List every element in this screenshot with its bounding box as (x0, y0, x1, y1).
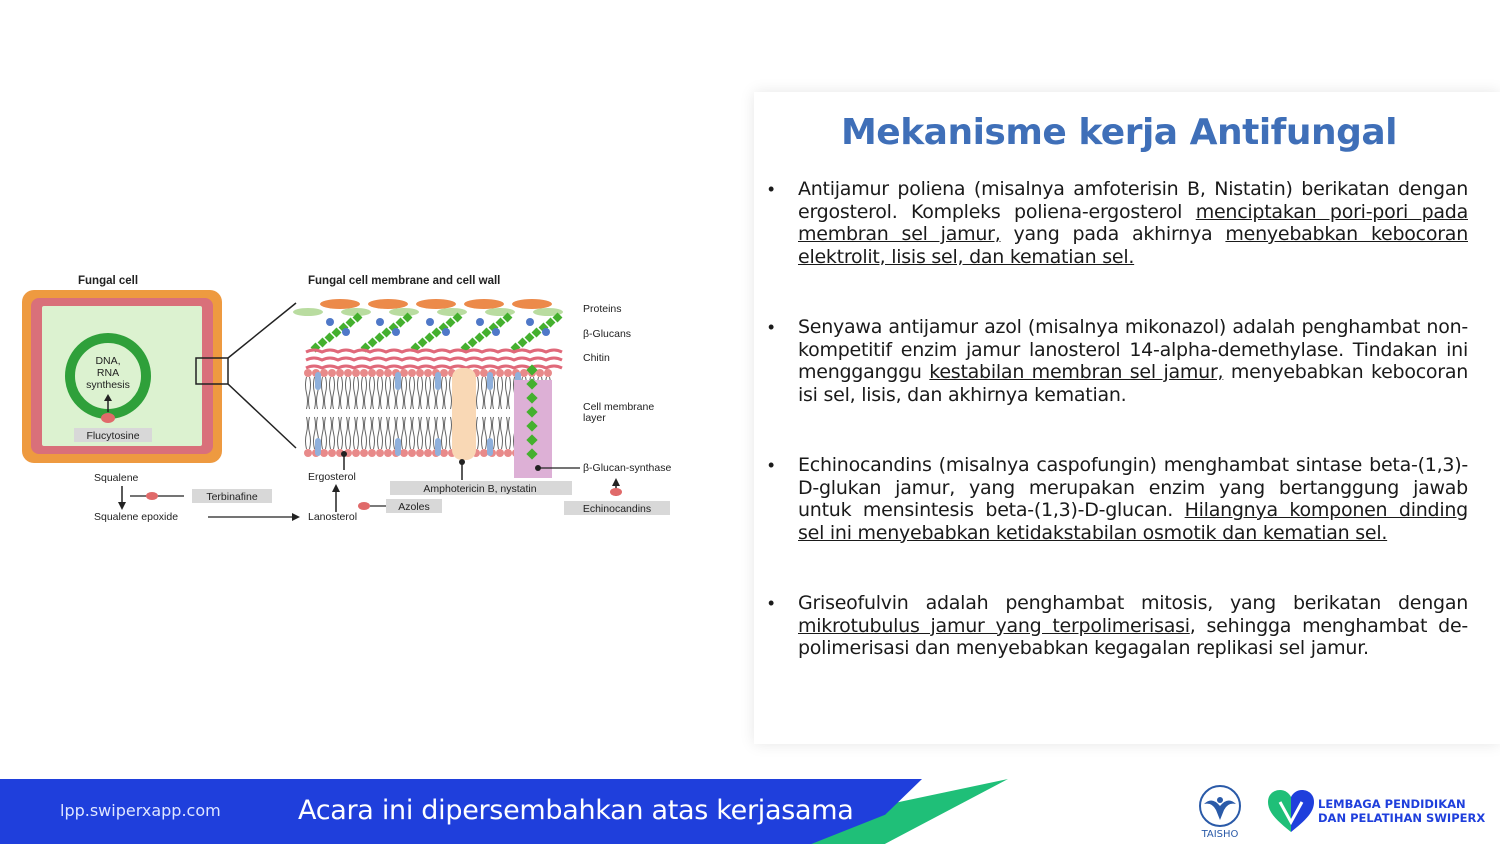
lipid-tail (389, 377, 391, 409)
lipid-tail (445, 417, 447, 449)
lipid-head (304, 449, 312, 457)
lipid-head (384, 369, 392, 377)
lipid-head (496, 449, 504, 457)
lipid-tail (349, 417, 351, 449)
glucan-bead (375, 333, 385, 343)
lipid-tail (381, 377, 383, 409)
lipid-tail (442, 417, 444, 449)
lipid-tail (362, 377, 364, 409)
blue-bead (476, 318, 484, 326)
bullet-text: Echinocandins (misalnya caspofungin) menghambat sintase beta-(1,3)-D-glukan jamur, yang merupakan enzim yang bertanggung jawab untuk mensintesis beta-(1,3)-D-glucan. Hilangnya komponen dinding sel ini menyebabkan ketidakstabilan osmotik dan kematian sel. (798, 454, 1468, 544)
blue-bead (376, 318, 384, 326)
glucan-bead (325, 333, 335, 343)
ergosterol-mark (435, 438, 441, 456)
echinocandins-label: Echinocandins (582, 503, 652, 515)
lipid-head (368, 369, 376, 377)
bullet-text: Senyawa antijamur azol (misalnya mikonazol) adalah penghambat non-kompetitif enzim jamur lanosterol 14-alpha-demethylase. Tindakan ini mengganggu kestabilan membran sel jamur, menyebabkan kebocoran isi sel, lisis, dan akhirnya kematian. (798, 316, 1469, 406)
terbinafine-label: Terbinafine (206, 491, 258, 503)
footer-url-link[interactable]: lpp.swiperxapp.com (60, 801, 221, 820)
lipid-tail (429, 377, 431, 409)
lipid-tail (338, 377, 340, 409)
lipid-tail (485, 417, 487, 449)
bullet-text: Griseofulvin adalah penghambat mitosis, yang berikatan dengan mikrotubulus jamur yang terpolimerisasi, sehingga menghambat de-polimerisasi dan menyebabkan kegagalan replikasi sel jamur. (798, 592, 1468, 659)
lipid-tail (349, 377, 351, 409)
lipid-head (424, 449, 432, 457)
lipid-head (376, 369, 384, 377)
glucan-bead (482, 328, 492, 338)
blue-bead (392, 328, 400, 336)
ergosterol-mark (315, 438, 321, 456)
nucleus-label-1: DNA, (95, 355, 121, 367)
amphotericin-pore (452, 368, 476, 460)
lipid-tail (381, 417, 383, 449)
lipid-head (352, 369, 360, 377)
lipid-tail (410, 417, 412, 449)
lipid-tail (330, 377, 332, 409)
lipid-tail (386, 377, 388, 409)
blue-bead (326, 318, 334, 326)
lipid-head (480, 449, 488, 457)
lipid-head (376, 449, 384, 457)
bullet-marker: • (768, 455, 775, 475)
lipid-head (440, 449, 448, 457)
glucan-bead (468, 338, 478, 348)
lipid-tail (418, 377, 420, 409)
protein-mark (512, 299, 552, 309)
lipid-head (544, 369, 552, 377)
lipid-tail (354, 377, 356, 409)
chitin-strand (306, 350, 562, 352)
glucan-bead (368, 338, 378, 348)
lipid-head (328, 369, 336, 377)
lipid-head (368, 449, 376, 457)
lipid-tail (362, 417, 364, 449)
lipid-tail (306, 377, 308, 409)
ergosterol-mark (395, 372, 401, 390)
lipid-tail (325, 377, 327, 409)
lipid-head (400, 369, 408, 377)
lipid-tail (418, 417, 420, 449)
lipid-tail (421, 377, 423, 409)
glucan-bead (532, 328, 542, 338)
lipid-head (328, 449, 336, 457)
flucytosine-label: Flucytosine (86, 430, 140, 442)
ergosterol-mark (435, 372, 441, 390)
nucleus-label-3: synthesis (86, 379, 130, 391)
lipid-tail (365, 417, 367, 449)
blue-bead (442, 328, 450, 336)
glucan-bead (432, 328, 442, 338)
cell-membrane-wall (293, 299, 563, 478)
footer-caption: Acara ini dipersembahkan atas kerjasama (298, 795, 854, 826)
lipid-tail (306, 417, 308, 449)
lipid-tail (413, 417, 415, 449)
lipid-head (408, 369, 416, 377)
glucan-bead (475, 333, 485, 343)
protein-mark (464, 299, 504, 309)
lipid-head (416, 369, 424, 377)
lipid-tail (509, 377, 511, 409)
lipid-tail (357, 417, 359, 449)
lipid-tail (501, 377, 503, 409)
chitin-strand (306, 358, 562, 360)
lipid-tail (346, 377, 348, 409)
lipid-tail (450, 417, 452, 449)
lipid-tail (346, 417, 348, 449)
azoles-label: Azoles (398, 501, 430, 513)
mechanism-panel (754, 92, 1500, 744)
lipid-tail (485, 377, 487, 409)
lipid-tail (482, 377, 484, 409)
lipid-head (480, 369, 488, 377)
bullet-polyene (768, 178, 1468, 268)
lipid-head (384, 449, 392, 457)
lipid-tail (498, 417, 500, 449)
lipid-head (336, 369, 344, 377)
lipid-tail (378, 377, 380, 409)
ergosterol-mark (487, 438, 493, 456)
lipid-head (320, 449, 328, 457)
glucan-bead (318, 338, 328, 348)
lipid-tail (477, 417, 479, 449)
swiperx-heart-logo-icon (1266, 788, 1316, 834)
lipid-head (320, 369, 328, 377)
blue-bead (542, 328, 550, 336)
lipid-tail (370, 417, 372, 449)
swiperx-line-2: DAN PELATIHAN SWIPERX (1318, 811, 1486, 825)
legend-synthase: β-Glucan-synthase (583, 462, 672, 474)
lipid-tail (506, 417, 508, 449)
lipid-tail (378, 417, 380, 449)
lipid-head (360, 369, 368, 377)
lipid-tail (410, 377, 412, 409)
bullet-text: Antijamur poliena (misalnya amfoterisin B, Nistatin) berikatan dengan ergosterol. Kompleks poliena-ergosterol menciptakan pori-pori pada membran sel jamur, yang pada akhirnya menyebabkan kebocoran elektrolit, lisis sel, dan kematian sel. (798, 178, 1468, 268)
lipid-head (416, 449, 424, 457)
lipid-tail (501, 417, 503, 449)
lipid-tail (402, 377, 404, 409)
blue-bead (426, 318, 434, 326)
membrane-title: Fungal cell membrane and cell wall (308, 275, 501, 287)
lipid-tail (405, 377, 407, 409)
squalene-epoxide-label: Squalene epoxide (94, 511, 179, 523)
lipid-tail (402, 417, 404, 449)
protein-mark (485, 308, 515, 316)
lipid-tail (354, 417, 356, 449)
lipid-tail (405, 417, 407, 449)
lipid-tail (325, 417, 327, 449)
protein-mark (437, 308, 467, 316)
lipid-tail (365, 377, 367, 409)
squalene-label: Squalene (94, 472, 139, 484)
protein-mark (293, 308, 323, 316)
lipid-tail (426, 417, 428, 449)
legend-chitin: Chitin (583, 352, 610, 364)
lipid-head (424, 369, 432, 377)
lipid-tail (338, 417, 340, 449)
bullet-echinocandin (768, 454, 1468, 544)
bullet-list (768, 178, 1468, 708)
lipid-tail (333, 377, 335, 409)
ergosterol-label: Ergosterol (308, 471, 356, 483)
legend-membrane-1: Cell membrane (583, 401, 655, 413)
nucleus-label-2: RNA (96, 367, 120, 379)
lipid-tail (322, 377, 324, 409)
lipid-tail (445, 377, 447, 409)
swiperx-line-1: LEMBAGA PENDIDIKAN (1318, 797, 1466, 811)
blue-bead (342, 328, 350, 336)
lipid-tail (341, 377, 343, 409)
lipid-tail (373, 377, 375, 409)
lipid-tail (477, 377, 479, 409)
lipid-tail (509, 417, 511, 449)
lipid-head (496, 369, 504, 377)
legend-proteins: Proteins (583, 303, 622, 315)
swiperx-logo-text (1318, 797, 1485, 825)
lipid-tail (309, 417, 311, 449)
protein-mark (320, 299, 360, 309)
glucan-bead (546, 318, 556, 328)
bullet-marker: • (768, 317, 775, 337)
glucan-bead (346, 318, 356, 328)
protein-mark (368, 299, 408, 309)
lipid-tail (482, 417, 484, 449)
lipid-tail (330, 417, 332, 449)
lipid-head (440, 369, 448, 377)
lipid-tail (506, 377, 508, 409)
glucan-bead (332, 328, 342, 338)
lipid-head (344, 369, 352, 377)
protein-mark (389, 308, 419, 316)
lipid-head (504, 369, 512, 377)
blue-bead (526, 318, 534, 326)
lipid-head (304, 369, 312, 377)
legend-membrane-2: layer (583, 412, 606, 424)
lipid-tail (333, 417, 335, 449)
bullet-griseofulvin (768, 592, 1468, 660)
protein-mark (416, 299, 456, 309)
lipid-head (504, 449, 512, 457)
chitin-strand (306, 366, 562, 368)
glucan-bead (525, 333, 535, 343)
lipid-tail (322, 417, 324, 449)
ergosterol-mark (487, 372, 493, 390)
lipid-tail (442, 377, 444, 409)
bullet-marker: • (768, 179, 775, 199)
blue-bead (492, 328, 500, 336)
lipid-tail (421, 417, 423, 449)
bullet-marker: • (768, 593, 775, 613)
lipid-tail (426, 377, 428, 409)
glucan-bead (446, 318, 456, 328)
lipid-tail (413, 377, 415, 409)
fungal-cell-title: Fungal cell (78, 275, 139, 287)
lipid-tail (498, 377, 500, 409)
lipid-head (408, 449, 416, 457)
glucan-bead (518, 338, 528, 348)
ergosterol-mark (395, 438, 401, 456)
glucan-bead (382, 328, 392, 338)
antifungal-mechanism-diagram (20, 270, 710, 530)
glucan-bead (396, 318, 406, 328)
glucan-bead (496, 318, 506, 328)
lipid-tail (429, 417, 431, 449)
lipid-tail (450, 377, 452, 409)
fungal-cell (22, 290, 296, 463)
lipid-tail (386, 417, 388, 449)
lipid-tail (357, 377, 359, 409)
taisho-label: TAISHO (1201, 829, 1239, 840)
lipid-head (360, 449, 368, 457)
lipid-tail (341, 417, 343, 449)
glucan-bead (418, 338, 428, 348)
panel-title: Mekanisme kerja Antifungal (840, 112, 1397, 153)
lipid-tail (370, 377, 372, 409)
lanosterol-label: Lanosterol (308, 511, 358, 523)
lipid-head (400, 449, 408, 457)
lipid-tail (309, 377, 311, 409)
amphotericin-label: Amphotericin B, nystatin (423, 483, 537, 495)
bullet-azole (768, 316, 1468, 406)
ergosterol-mark (315, 372, 321, 390)
lipid-head (352, 449, 360, 457)
lipid-tail (373, 417, 375, 449)
legend-glucans: β-Glucans (583, 328, 632, 340)
glucan-bead (425, 333, 435, 343)
lipid-tail (389, 417, 391, 449)
